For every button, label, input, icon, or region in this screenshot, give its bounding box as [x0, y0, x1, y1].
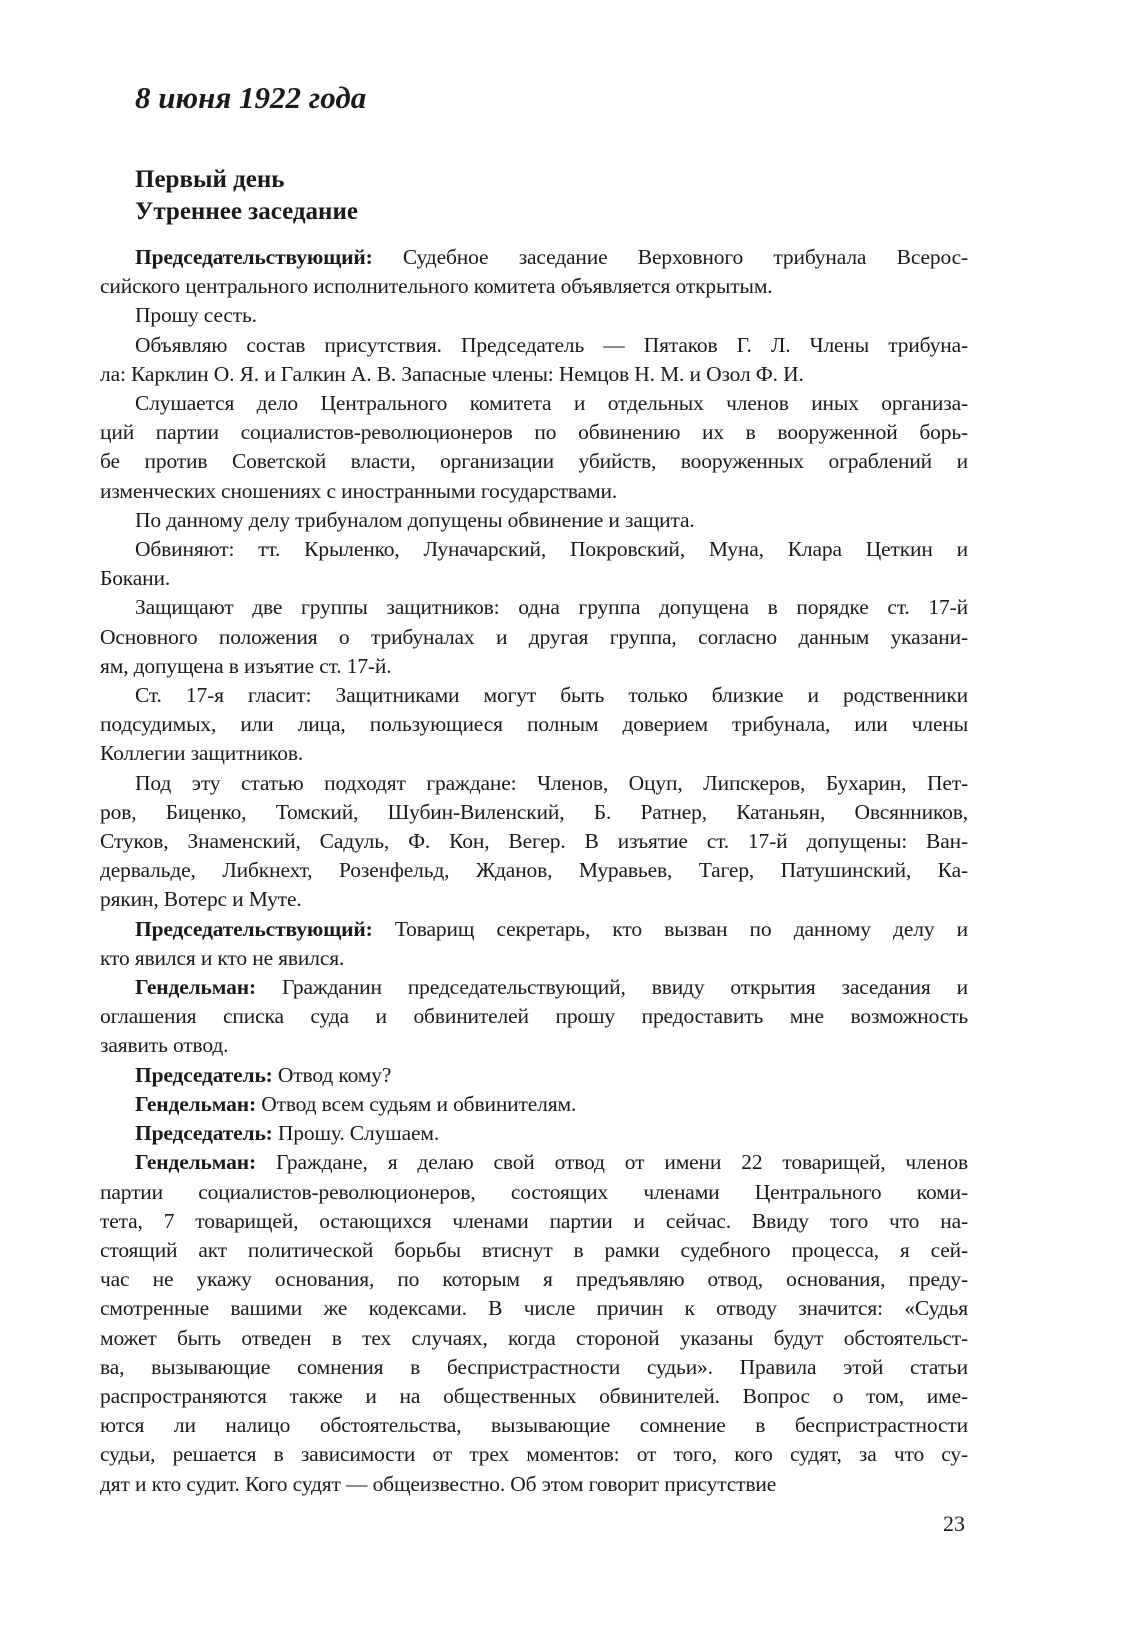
text-line	[100, 652, 968, 681]
line-text: Отвод кому?	[272, 1062, 392, 1087]
text-line	[100, 1090, 968, 1119]
line-text: Защищают две группы защитников: одна группа допущена в порядке ст. 17-й	[135, 595, 968, 620]
line-text: Обвиняют: тт. Крыленко, Луначарский, Покровский, Муна, Клара Цеткин и	[135, 537, 968, 562]
line-text: Судебное заседание Верховного трибунала Всерос-	[372, 245, 968, 269]
paragraph	[100, 1148, 968, 1498]
paragraph	[100, 301, 968, 330]
line-text: Ст. 17-я гласит: Защитниками могут быть только близкие и родственники	[135, 683, 968, 708]
line-text: стоящий акт политической борьбы втиснут в рамки судебного процесса, я сей-	[100, 1237, 968, 1262]
text-line	[100, 1119, 968, 1148]
line-text: Прошу сесть.	[135, 303, 257, 328]
line-text: Слушается дело Центрального комитета и отдельных членов иных организа-	[135, 391, 968, 416]
text-line	[100, 827, 968, 856]
paragraph	[100, 593, 968, 681]
text-line	[100, 1178, 968, 1207]
line-text: может быть отведен в тех случаях, когда стороной указаны будут обстоятельст-	[100, 1325, 968, 1350]
speaker-name: Председатель:	[135, 1121, 273, 1146]
line-text: час не укажу основания, по которым я предъявляю отвод, основания, преду-	[100, 1267, 968, 1292]
transcript-body	[100, 243, 968, 1499]
line-text: Основного положения о трибуналах и другая группа, согласно данным указани-	[100, 624, 968, 649]
text-line	[100, 418, 968, 447]
text-line	[100, 856, 968, 885]
line-text: дервальде, Либкнехт, Розенфельд, Жданов, Муравьев, Тагер, Патушинский, Ка-	[100, 858, 968, 883]
paragraph	[100, 535, 968, 593]
line-text: По данному делу трибуналом допущены обвинение и защита.	[135, 507, 695, 532]
paragraph	[100, 769, 968, 915]
speaker-name: Председательствующий:	[135, 245, 373, 269]
paragraph	[100, 331, 968, 389]
day-heading: Первый день	[135, 166, 285, 193]
text-line	[100, 477, 968, 506]
line-text: ются ли налицо обстоятельства, вызывающие сомнение в беспристрастности	[100, 1413, 968, 1438]
paragraph	[100, 389, 968, 506]
line-text: ла: Карклин О. Я. и Галкин А. В. Запасные члены: Немцов Н. М. и Озол Ф. И.	[100, 361, 804, 386]
line-text: ций партии социалистов-революционеров по обвинению их в вооруженной борь-	[100, 420, 968, 445]
text-line	[100, 1440, 968, 1469]
line-text: дят и кто судит. Кого судят — общеизвестно. Об этом говорит присутствие	[100, 1471, 777, 1496]
line-text: сийского центрального исполнительного комитета объявляется открытым.	[100, 274, 773, 299]
line-text: Бокани.	[100, 566, 171, 591]
date-heading: 8 июня 1922 года	[135, 80, 367, 115]
speaker-name: Председатель:	[135, 1062, 273, 1087]
text-line	[100, 564, 968, 593]
line-text: Прошу. Слушаем.	[272, 1121, 440, 1146]
line-text: тета, 7 товарищей, остающихся членами партии и сейчас. Ввиду того что на-	[100, 1208, 968, 1233]
text-line	[100, 331, 968, 360]
text-line	[100, 389, 968, 418]
text-line	[100, 535, 968, 564]
text-line	[100, 739, 968, 768]
text-line	[100, 1236, 968, 1265]
line-text: ва, вызывающие сомнения в беспристрастности судьи». Правила этой статьи	[100, 1354, 968, 1379]
line-text: Гражданин председательствующий, ввиду открытия заседания и	[255, 975, 968, 1000]
line-text: бе против Советской власти, организации убийств, вооруженных ограблений и	[100, 449, 968, 474]
paragraph	[100, 243, 968, 301]
text-line	[100, 710, 968, 739]
text-line	[100, 1294, 968, 1323]
line-text: партии социалистов-революционеров, состоящих членами Центрального коми-	[100, 1179, 968, 1204]
paragraph	[100, 915, 968, 973]
line-text: изменческих сношениях с иностранными государствами.	[100, 478, 618, 503]
line-text: ров, Биценко, Томский, Шубин-Виленский, Б. Ратнер, Катаньян, Овсянников,	[100, 799, 968, 824]
text-line	[100, 798, 968, 827]
line-text: ям, допущена в изъятие ст. 17-й.	[100, 653, 392, 678]
text-line	[100, 1148, 968, 1177]
paragraph	[100, 1119, 968, 1148]
session-heading: Утреннее заседание	[135, 198, 358, 225]
line-text: Коллегии защитников.	[100, 741, 304, 766]
text-line	[100, 681, 968, 710]
paragraph	[100, 973, 968, 1061]
line-text: Под эту статью подходят граждане: Членов, Оцуп, Липскеров, Бухарин, Пет-	[135, 770, 968, 795]
text-line	[100, 1353, 968, 1382]
text-line	[100, 360, 968, 389]
line-text: Объявляю состав присутствия. Председатель — Пятаков Г. Л. Члены трибуна-	[135, 332, 968, 357]
speaker-name: Гендельман:	[135, 1150, 256, 1175]
text-line	[100, 301, 968, 330]
paragraph	[100, 1090, 968, 1119]
speaker-name: Гендельман:	[135, 975, 256, 1000]
paragraph	[100, 506, 968, 535]
line-text: кто явился и кто не явился.	[100, 945, 345, 970]
text-line	[100, 1470, 968, 1499]
line-text: смотренные вашими же кодексами. В числе причин к отводу значится: «Судья	[100, 1296, 968, 1321]
text-line	[100, 623, 968, 652]
text-line	[100, 447, 968, 476]
line-text: заявить отвод.	[100, 1033, 229, 1058]
text-line	[100, 243, 968, 272]
line-text: судьи, решается в зависимости от трех моментов: от того, кого судят, за что су-	[100, 1442, 968, 1467]
text-line	[100, 769, 968, 798]
text-line	[100, 973, 968, 1002]
line-text: Товарищ секретарь, кто вызван по данному делу и	[372, 916, 968, 941]
text-line	[100, 1207, 968, 1236]
text-line	[100, 272, 968, 301]
text-line	[100, 1411, 968, 1440]
text-line	[100, 1324, 968, 1353]
text-line	[100, 885, 968, 914]
text-line	[100, 1382, 968, 1411]
line-text: оглашения списка суда и обвинителей прошу предоставить мне возможность	[100, 1004, 968, 1029]
line-text: Граждане, я делаю свой отвод от имени 22 товарищей, членов	[255, 1150, 968, 1175]
text-line	[100, 944, 968, 973]
text-line	[100, 915, 968, 944]
line-text: Отвод всем судьям и обвинителям.	[255, 1091, 577, 1116]
text-line	[100, 1002, 968, 1031]
page-number: 23	[943, 1511, 965, 1536]
speaker-name: Гендельман:	[135, 1091, 256, 1116]
text-line	[100, 1061, 968, 1090]
paragraph	[100, 1061, 968, 1090]
text-line	[100, 506, 968, 535]
text-line	[100, 1265, 968, 1294]
line-text: подсудимых, или лица, пользующиеся полным доверием трибунала, или члены	[100, 712, 968, 737]
text-line	[100, 1031, 968, 1060]
line-text: распространяются также и на общественных обвинителей. Вопрос о том, име-	[100, 1383, 968, 1408]
paragraph	[100, 681, 968, 769]
line-text: Стуков, Знаменский, Садуль, Ф. Кон, Вегер. В изъятие ст. 17-й допущены: Ван-	[100, 829, 968, 854]
speaker-name: Председательствующий:	[135, 916, 373, 941]
text-line	[100, 593, 968, 622]
line-text: рякин, Вотерс и Муте.	[100, 887, 302, 912]
